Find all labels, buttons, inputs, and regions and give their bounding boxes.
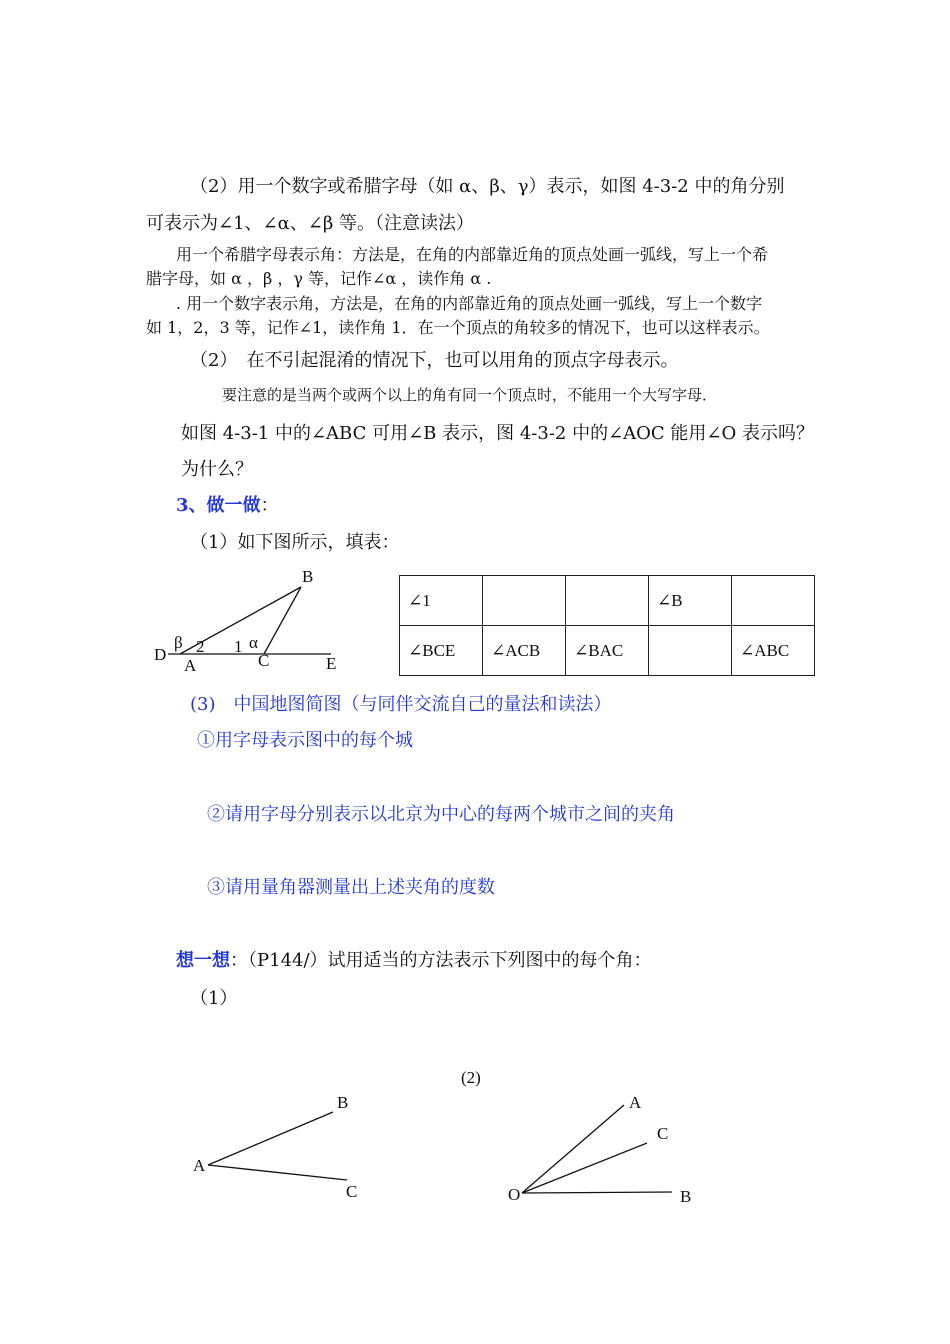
label-o: O [508, 1185, 521, 1204]
table-row [400, 576, 815, 626]
paragraph-1-line-2: 可表示为∠1、∠α、∠β 等。（注意读法） [146, 213, 474, 234]
paragraph-2-line-1: 用一个希腊字母表示角：方法是，在角的内部靠近角的顶点处画一弧线，写上一个希 [176, 245, 769, 264]
table-cell[interactable]: ∠BAC [566, 626, 649, 676]
figure-1-triangle [150, 565, 350, 680]
think-item-2: (2) [461, 1068, 481, 1087]
label-a: A [193, 1156, 206, 1175]
label-b: B [337, 1093, 349, 1112]
map-question-2: ②请用字母分别表示以北京为中心的每两个城市之间的夹角 [207, 804, 675, 825]
think-text: ：（P144/）试用适当的方法表示下列图中的每个角： [230, 950, 652, 971]
ray-oc [522, 1143, 647, 1193]
section-3-heading [176, 491, 279, 517]
fill-table [399, 575, 815, 676]
label-c: C [258, 651, 270, 670]
table-cell[interactable]: ∠BCE [400, 626, 483, 676]
table-cell[interactable] [483, 576, 566, 626]
label-beta: β [174, 633, 183, 652]
section-3-colon: ： [260, 495, 279, 516]
map-question-1: ①用字母表示图中的每个城 [197, 730, 413, 751]
paragraph-5-note: 要注意的是当两个或两个以上的角有同一个顶点时，不能用一个大写字母． [222, 386, 718, 404]
think-heading [176, 946, 652, 972]
table-cell[interactable] [566, 576, 649, 626]
table-cell[interactable] [732, 576, 815, 626]
ray-oa [522, 1105, 624, 1193]
figure-3-angles-o [500, 1088, 710, 1213]
label-b: B [680, 1187, 692, 1206]
paragraph-4: （2） 在不引起混淆的情况下，也可以用角的顶点字母表示。 [190, 350, 679, 371]
label-a: A [184, 656, 197, 675]
paragraph-6-line-2: 为什么？ [181, 459, 253, 480]
ray-ac [208, 1165, 347, 1180]
table-cell[interactable]: ∠1 [400, 576, 483, 626]
label-d: D [154, 645, 167, 664]
think-title: 想一想 [176, 950, 230, 971]
ray-ab [208, 1112, 333, 1165]
paragraph-6-line-1: 如图 4-3-1 中的∠ABC 可用∠B 表示，图 4-3-2 中的∠AOC 能用∠O 表示吗？ [181, 423, 814, 444]
paragraph-3-line-1: . 用一个数字表示角，方法是，在角的内部靠近角的顶点处画一弧线，写上一个数字 [176, 294, 763, 313]
paragraph-3-line-2: 如 1，2，3 等，记作∠1，读作角 1．在一个顶点的角较多的情况下，也可以这样表示。 [146, 318, 770, 337]
think-item-1: （1） [190, 988, 238, 1009]
label-c: C [346, 1182, 358, 1201]
ray-ob [522, 1192, 672, 1193]
fill-table-intro: （1）如下图所示，填表： [190, 532, 400, 553]
table-cell[interactable]: ∠ACB [483, 626, 566, 676]
label-alpha: α [249, 633, 258, 652]
label-e: E [326, 654, 337, 673]
label-b: B [302, 567, 314, 586]
paragraph-2-line-2: 腊字母，如 α ，β ，γ 等，记作∠α ，读作角 α . [146, 269, 492, 288]
table-cell[interactable]: ∠ABC [732, 626, 815, 676]
label-c: C [657, 1124, 669, 1143]
figure-2-angle-a [185, 1088, 385, 1208]
table-row [400, 626, 815, 676]
table-cell[interactable] [649, 626, 732, 676]
label-a: A [629, 1093, 642, 1112]
map-question-3: ③请用量角器测量出上述夹角的度数 [207, 877, 495, 898]
section-3-title: 3、做一做 [176, 495, 261, 516]
label-1: 1 [234, 637, 243, 656]
map-section-title: (3) 中国地图简图（与同伴交流自己的量法和读法） [190, 694, 612, 715]
label-2: 2 [196, 637, 205, 656]
table-cell[interactable]: ∠B [649, 576, 732, 626]
paragraph-1-line-1: （2）用一个数字或希腊字母（如 α、β、γ）表示，如图 4-3-2 中的角分别 [190, 176, 785, 197]
